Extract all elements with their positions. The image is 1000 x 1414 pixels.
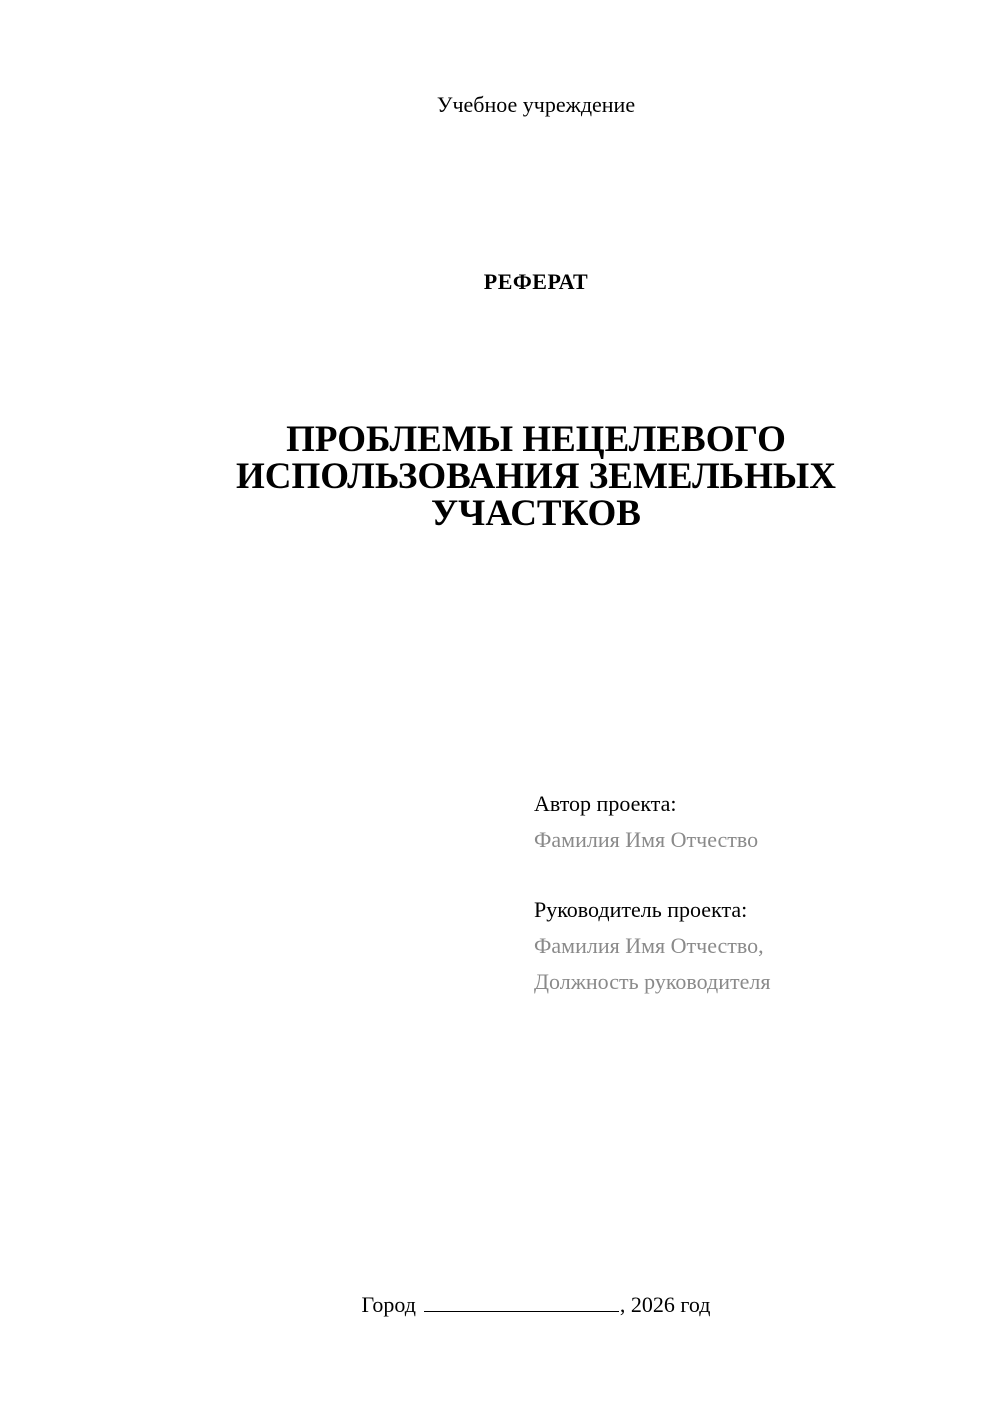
document-title-line: ИСПОЛЬЗОВАНИЯ ЗЕМЕЛЬНЫХ xyxy=(236,456,836,497)
credits-spacer xyxy=(534,858,954,892)
city-label: Город xyxy=(361,1292,416,1317)
author-label: Автор проекта: xyxy=(534,791,677,816)
document-title xyxy=(200,421,872,532)
credits-block xyxy=(534,786,954,1000)
document-title-line: ПРОБЛЕМЫ НЕЦЕЛЕВОГО xyxy=(286,419,786,460)
supervisor-label: Руководитель проекта: xyxy=(534,897,748,922)
document-title-line: УЧАСТКОВ xyxy=(431,493,641,534)
city-year-line xyxy=(0,1290,1000,1320)
author-name: Фамилия Имя Отчество xyxy=(534,827,759,852)
year-text: , 2026 год xyxy=(619,1292,711,1317)
institution-name: Учебное учреждение xyxy=(436,92,636,117)
supervisor-name: Фамилия Имя Отчество, xyxy=(534,933,764,958)
supervisor-position: Должность руководителя xyxy=(534,969,771,994)
document-type: РЕФЕРАТ xyxy=(483,269,589,294)
city-blank-underline xyxy=(424,1291,619,1312)
